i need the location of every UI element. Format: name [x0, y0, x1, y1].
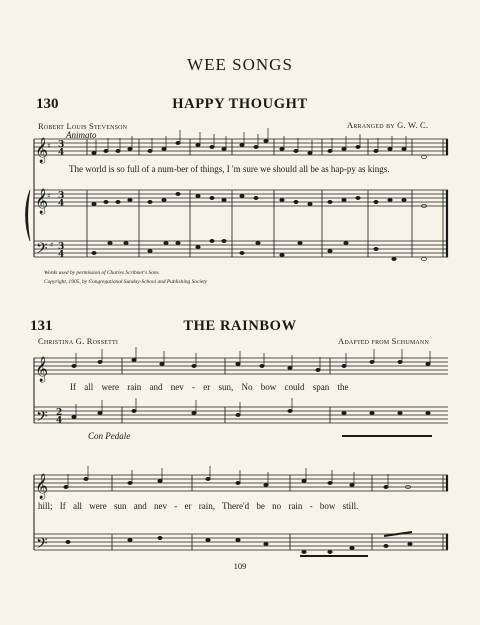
hymn-title-happy-thought: HAPPY THOUGHT [172, 96, 308, 112]
svg-text:♯: ♯ [50, 241, 54, 249]
svg-text:3: 3 [58, 140, 65, 150]
staff [34, 407, 448, 423]
arranger-credit: Arranged by G. W. C. [347, 120, 429, 130]
svg-text:3: 3 [58, 242, 65, 252]
svg-text:♯: ♯ [47, 192, 51, 200]
page-number: 109 [233, 561, 247, 571]
permission-note: Words used by permission of Charles Scribner's Sons Copyright, 1905, by Congregational Sunday-School and Publishing Society [44, 270, 208, 285]
svg-text:4: 4 [58, 148, 65, 158]
svg-text:4: 4 [56, 416, 63, 426]
bass-clef: 𝄢 [36, 535, 48, 556]
staff [34, 358, 448, 374]
author-credit: Christina G. Rossetti [38, 336, 119, 346]
tempo-marking: Animato [66, 130, 97, 140]
treble-clef: 𝄞 [35, 138, 49, 163]
svg-text:2: 2 [56, 408, 63, 418]
lyrics-line: If all were rain and nev - er sun, No bow could span the [70, 382, 349, 392]
lyrics-line: The world is so full of a num-ber of things, I 'm sure we should all be as hap-py as kings. [69, 164, 390, 174]
arranger-credit: Adapted from Schumann [338, 336, 429, 346]
treble-clef: 𝄞 [35, 474, 49, 499]
section-title: WEE SONGS [187, 55, 293, 74]
svg-text:4: 4 [58, 250, 65, 260]
treble-clef: 𝄞 [35, 357, 49, 382]
hymn-title-the-rainbow: THE RAINBOW [183, 318, 297, 334]
svg-text:♯: ♯ [47, 142, 51, 150]
pedal-marking: Con Pedale [88, 431, 131, 441]
lyrics-line: hill; If all were sun and nev - er rain, There'd be no rain - bow still. [38, 501, 359, 511]
svg-text:4: 4 [58, 199, 65, 209]
hymn-number-130: 130 [36, 96, 59, 112]
bass-clef: 𝄢 [36, 240, 48, 261]
notes [64, 128, 432, 556]
bass-clef: 𝄢 [36, 408, 48, 429]
svg-text:3: 3 [58, 191, 65, 201]
hymn-number-131: 131 [30, 318, 53, 334]
treble-clef: 𝄞 [35, 189, 49, 214]
author-credit: Robert Louis Stevenson [38, 121, 128, 131]
